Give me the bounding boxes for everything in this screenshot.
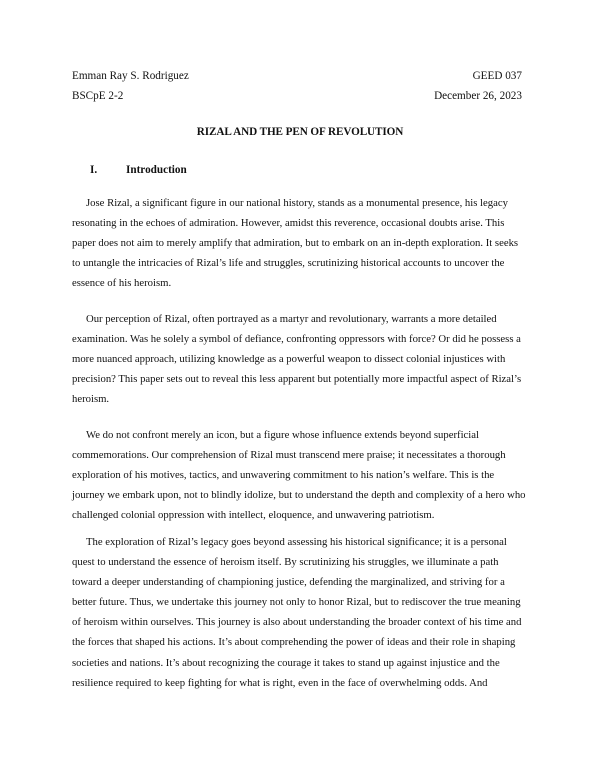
class-section: BSCpE 2-2 bbox=[72, 90, 124, 102]
section-number: I. bbox=[90, 164, 98, 176]
header-row-1 bbox=[72, 69, 522, 83]
paragraph-4: The exploration of Rizal’s legacy goes beyond assessing his historical significance; it is a personal quest to understand the essence of heroism itself. By scrutinizing his struggles, we illuminate a path toward a deeper understanding of championing justice, defending the marginalized, and striving for a better future. Thus, we undertake this journey not only to honor Rizal, but to rediscover the true meaning of heroism within ourselves. This journey is also about understanding the broader context of his time and the forces that shaped his actions. It’s about comprehending the power of ideas and their role in shaping societies and nations. It’s about recognizing the courage it takes to stand up against injustice and the resilience required to keep fighting for what is right, even in the face of overwhelming odds. And bbox=[72, 536, 522, 689]
course-code: GEED 037 bbox=[472, 70, 522, 82]
document-date: December 26, 2023 bbox=[434, 90, 522, 102]
paragraph-2: Our perception of Rizal, often portrayed as a martyr and revolutionary, warrants a more detailed examination. Was he solely a symbol of defiance, confronting oppressors with force? Or did he possess a more nuanced approach, utilizing knowledge as a powerful weapon to dissect colonial injustices with precision? This paper sets out to reveal this less apparent but potentially more impactful aspect of Rizal’s heroism. bbox=[72, 313, 522, 406]
paragraph-3: We do not confront merely an icon, but a figure whose influence extends beyond superficial commemorations. Our comprehension of Rizal must transcend mere praise; it necessitates a thorough exploration of his motives, tactics, and unwavering commitment to his nation’s welfare. This is the journey we embark upon, not to blindly idolize, but to understand the depth and complexity of a hero who challenged colonial oppression with intellect, eloquence, and unwavering patriotism. bbox=[72, 429, 526, 522]
header-row-2 bbox=[72, 89, 522, 103]
section-label: Introduction bbox=[126, 164, 187, 176]
paragraph-1: Jose Rizal, a significant figure in our national history, stands as a monumental presence, his legacy resonating in the echoes of admiration. However, amidst this reverence, occasional doubts arise. This paper does not aim to merely amplify that admiration, but to embark on an in-depth exploration. It seeks to untangle the intricacies of Rizal’s life and struggles, scrutinizing historical accounts to uncover the essence of his heroism. bbox=[72, 197, 519, 290]
author-name: Emman Ray S. Rodriguez bbox=[72, 70, 189, 82]
section-heading bbox=[90, 163, 187, 177]
document-title: RIZAL AND THE PEN OF REVOLUTION bbox=[196, 126, 404, 138]
